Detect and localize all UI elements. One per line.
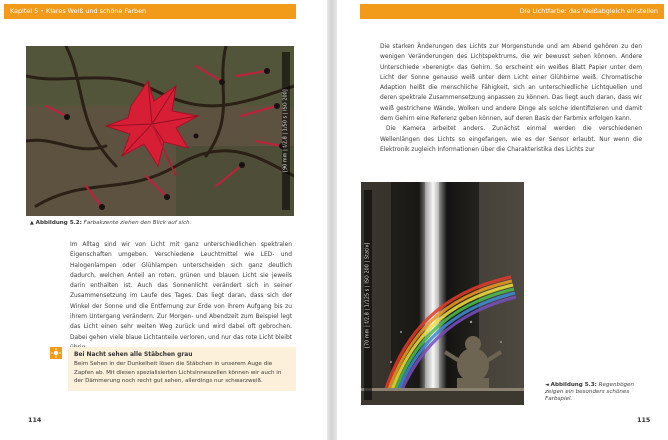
chapter-title: Klares Weiß und schöne Farben bbox=[46, 7, 147, 15]
tip-title: Bei Nacht sehen alle Stäbchen grau bbox=[74, 352, 193, 358]
caption-text: Farbakzente ziehen den Blick auf sich. bbox=[83, 220, 192, 226]
left-page bbox=[0, 0, 327, 440]
chapter-label: Kapitel 5 bbox=[10, 7, 39, 15]
body-paragraph-1: Die starken Änderungen des Lichts zur Morgenstunde und am Abend gehören zu den wenigen Veränderungen des Lichtspektrums, die wir bewusst sehen können. Andere Unterschiede »berenigt« das Gehirn. So erscheint ein weißes Blatt Papier unter dem Licht der Sonne genauso weiß unter dem Licht einer Glühbirne weiß. Chromatische Adaption heißt die menschliche Fähigkeit, sich an unterschiedliche Lichtquellen und deren spektrale Zusammensetzung anpassen zu können. Das liegt auch daran, dass wir weiß gestrichene Wände, Wolken und andere Dinge als solche identifizieren und damit dem Gehirn eine Referenz geben können, auf deren Basis der Farbmix erfolgen kann. bbox=[380, 44, 642, 123]
page-number-right: 115 bbox=[637, 416, 651, 424]
tip-box bbox=[68, 347, 296, 391]
figure-caption-5-2 bbox=[30, 220, 290, 227]
fountain-rainbow-photo bbox=[361, 182, 524, 405]
body-paragraph-2: Die Kamera arbeitet anders. Zunächst einmal werden die verschiedenen Wellenlängen des Lichts so eingefangen, wie es der Sensor erlaubt. Nur wenn die Elektronik zugleich Informationen über die Charakteristika des Lichts zur bbox=[380, 126, 642, 153]
tip-sun-icon bbox=[50, 347, 62, 359]
right-page bbox=[337, 0, 668, 440]
photo-exif-info: [90 mm | f/2,8 | 1/50 s | ISO 200] bbox=[282, 52, 290, 210]
caption-label: Abbildung 5.2: bbox=[35, 220, 82, 226]
fountain-rainbow-photo-graphic bbox=[361, 182, 524, 405]
page-number-left: 114 bbox=[28, 416, 42, 424]
tip-text: Beim Sehen in der Dunkelheit lösen die Stäbchen in unserem Auge die Zapfen ab. Mit diesen spezialisierten Lichtsinneszellen können wir auch in der Dämmerung noch recht gut sehen, allerdings nur schwarzweiß. bbox=[74, 361, 282, 385]
body-paragraph: Im Alltag sind wir von Licht mit ganz unterschiedlichen spektralen Eigenschaften umgeben. Verschiedene Leuchtmittel wie LED- und Halogenlampen oder Glühlampen unterscheiden sich ganz deutlich dadurch, welchen Anteil an roten, grünen und blauen Licht sie jeweils darin enthalten ist. Auch das Sonnenlicht verändert sich in seiner Zusammensetzung im Laufe des Tages. Das liegt daran, dass sich der Winkel der Sonne und die Entfernung zur Erde von ihrem Aufgang bis zu ihrem Untergang verändern. Zur Morgen- und Abendzeit zum Beispiel legt das Licht einen sehr weiten Weg zurück und wird dabei oft gebrochen. Dabei gehen viele blaue Lichtanteile verloren, und nur das rote Licht bleibt bbox=[70, 242, 292, 341]
red-leaf-photo-graphic bbox=[26, 46, 294, 216]
running-head-right: Die Lichtfarbe: das Weißabgleich einstellen bbox=[360, 4, 664, 19]
body-text-right bbox=[380, 42, 642, 155]
running-head-left bbox=[4, 4, 296, 19]
red-leaf-photo bbox=[26, 46, 294, 216]
caption-text: Regenbögen zeigen ein besonders schönes Farbspiel. bbox=[545, 382, 635, 403]
caption-label: Abbildung 5.3: bbox=[550, 382, 597, 388]
figure-caption-5-3 bbox=[545, 382, 643, 404]
photo-exif-info: [70 mm | f/2,8 | 1/125 s | ISO 200 | Stativ] bbox=[364, 190, 372, 400]
caption-triangle-icon: ▲ bbox=[30, 220, 34, 226]
body-text-left bbox=[70, 240, 292, 353]
caption-triangle-icon: ◄ bbox=[545, 382, 549, 388]
book-gutter bbox=[327, 0, 337, 440]
running-head-separator: • bbox=[40, 7, 44, 15]
